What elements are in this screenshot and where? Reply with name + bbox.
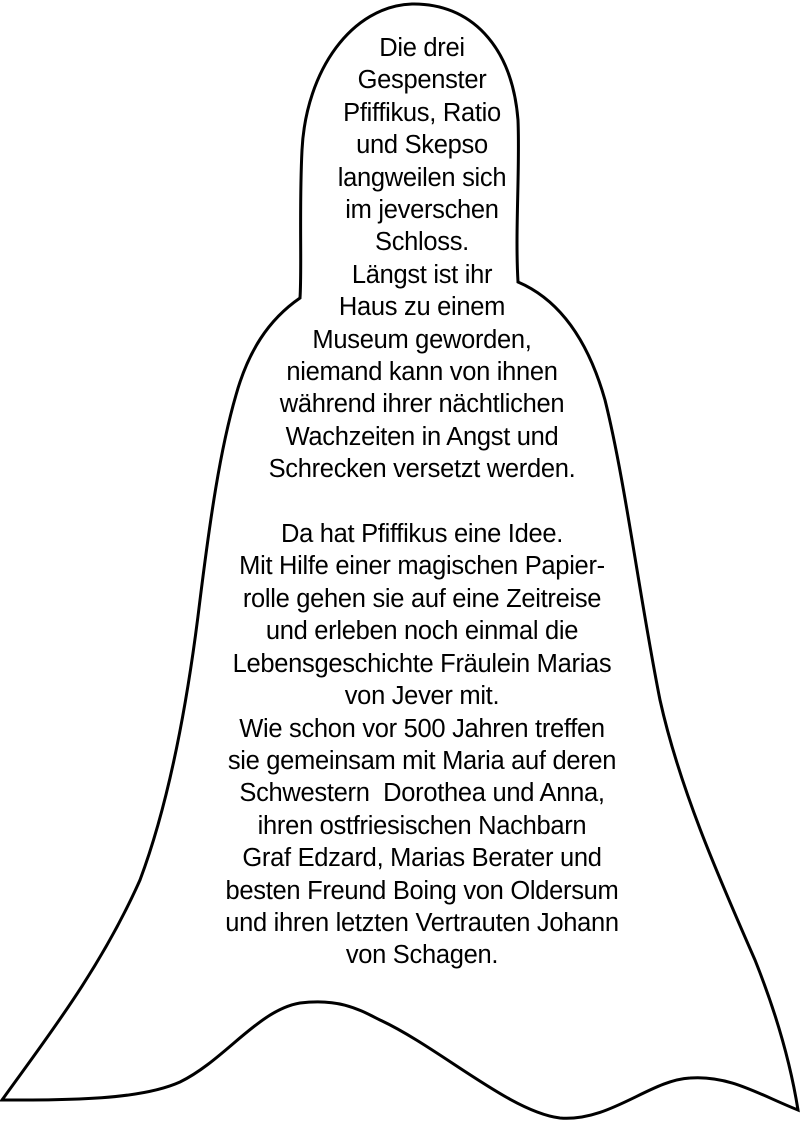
story-line: von Jever mit. [344,682,500,711]
story-line: während ihrer nächtlichen [279,390,565,419]
story-line: Mit Hilfe einer magischen Papier- [239,552,605,581]
story-line: Haus zu einem [338,293,506,322]
story-line: Wachzeiten in Angst und [285,422,559,451]
story-line: Schrecken versetzt werden. [268,455,576,484]
paragraph-gap [0,486,802,518]
story-line: langweilen sich [337,163,507,192]
story-line: Museum geworden, [312,325,532,354]
story-line: sie gemeinsam mit Maria auf deren [227,746,617,775]
story-line: Lebensgeschichte Fräulein Marias [232,649,612,678]
story-text [0,32,802,972]
story-line: Graf Edzard, Marias Berater und [242,844,602,873]
story-line: und erleben noch einmal die [265,617,579,646]
story-line: Längst ist ihr [351,260,493,289]
story-line: Schwestern Dorothea und Anna, [239,779,605,808]
story-line: und ihren letzten Vertrauten Johann [225,908,619,937]
story-line: Da hat Pfiffikus eine Idee. [280,520,564,549]
story-line: niemand kann von ihnen [286,358,558,387]
paragraph-2 [0,518,802,972]
paragraph-1 [0,32,802,486]
story-line: besten Freund Boing von Oldersum [225,876,619,905]
story-line: im jeverschen [345,196,499,225]
story-line: ihren ostfriesischen Nachbarn [257,811,587,840]
story-line: Schloss. [375,228,469,257]
story-line: Pfiffikus, Ratio [343,98,501,127]
story-line: Die drei [379,34,465,62]
story-line: und Skepso [356,131,488,160]
story-line: Wie schon vor 500 Jahren treffen [239,714,605,743]
story-line: rolle gehen sie auf eine Zeitreise [242,584,602,613]
story-line: von Schagen. [345,941,499,970]
story-line: Gespenster [357,66,487,95]
